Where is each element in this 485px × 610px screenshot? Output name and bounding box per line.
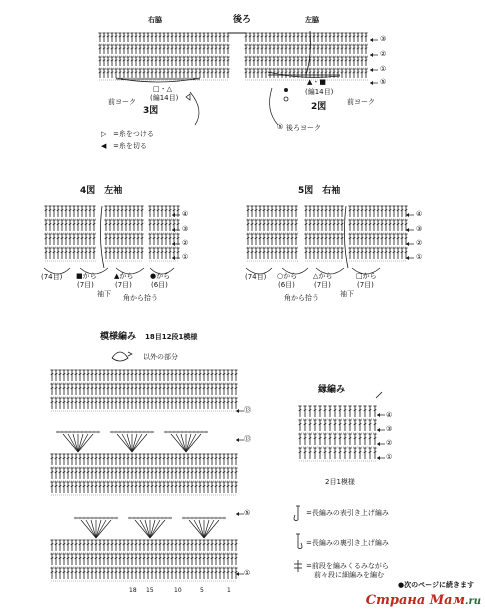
pattern-fan-low-chain	[222, 517, 225, 519]
top-row-arrow-head	[370, 53, 373, 57]
pattern-fan-chain	[184, 431, 187, 433]
pattern-fan-chain	[72, 431, 75, 433]
fig5-count74: (74目)	[245, 273, 267, 281]
pattern-fan-chain	[180, 431, 183, 433]
left-chain	[180, 78, 183, 80]
pattern-row-arrow-head	[236, 512, 239, 516]
fig5-pick: 角から拾う	[284, 294, 319, 302]
fig4-row-1: ①	[182, 253, 189, 261]
pattern-fan-chain	[134, 431, 137, 433]
pattern-fan-chain	[164, 431, 167, 433]
left-ch-marker	[186, 94, 190, 100]
fig5-row-3: ③	[416, 225, 423, 233]
pattern-fan-chain	[96, 431, 99, 433]
pattern-fan-chain	[118, 431, 121, 433]
pattern-fan-chain	[138, 431, 141, 433]
edge-row-arrow-head	[377, 442, 380, 446]
pattern-fan-chain	[60, 431, 63, 433]
left-chain	[164, 78, 167, 80]
key-enclose: =前段を編みくるみながら	[306, 562, 389, 570]
fig4-row-arrow-head	[172, 256, 175, 260]
row-2-label: ②	[380, 50, 387, 58]
pattern-fan-chain	[200, 431, 203, 433]
pattern-row-arrow-head	[236, 438, 239, 442]
back-yoke-num: ⑤	[277, 123, 284, 131]
legend-attach-text: =糸をつける	[113, 130, 154, 138]
fig4-c-mark: ●から	[150, 272, 171, 280]
pattern-fan-low-chain	[136, 517, 139, 519]
pattern-fan-chain	[188, 431, 191, 433]
back-title: 後ろ	[233, 15, 252, 25]
pattern-fan-low	[96, 520, 106, 538]
fig4-pick: 角から拾う	[123, 294, 158, 302]
edge-row-arrow-head	[377, 428, 380, 432]
pattern-repeat: 18目12段1模様	[145, 333, 198, 341]
fig5-row-arrow-head	[406, 213, 409, 217]
key-back-post: =長編みの裏引き上げ編み	[306, 539, 389, 547]
fig5-b-count: (7目)	[314, 281, 331, 289]
pattern-fan-chain	[176, 431, 179, 433]
fig4-c-count: (6目)	[151, 281, 168, 289]
pattern-fan-chain	[114, 431, 117, 433]
pattern-fan-chain	[150, 431, 153, 433]
pattern-fan-low-chain	[214, 517, 217, 519]
left-chain	[184, 78, 187, 80]
pattern-fan-low-chain	[198, 517, 201, 519]
fig2-label: 2図	[311, 102, 327, 112]
pattern-fan-low	[150, 520, 160, 538]
pattern-fan-low-chain	[186, 517, 189, 519]
pattern-fan-low	[140, 520, 150, 538]
right-side-label: 右脇	[148, 16, 162, 24]
fig5-a-mark: ○から	[277, 272, 298, 280]
xtick-18: 18	[129, 587, 137, 594]
top-row-arrow-head	[370, 68, 373, 72]
pattern-fan-low-chain	[94, 517, 97, 519]
fig5-c-mark: □から	[356, 272, 377, 280]
pattern-fan-low-chain	[106, 517, 109, 519]
edge-row-2: ②	[386, 439, 393, 447]
legend-attach-icon: ▷	[101, 130, 107, 138]
right-yoke-label: 前ヨーク	[347, 98, 375, 106]
pattern-fan	[68, 434, 78, 452]
pattern-fan-low-chain	[90, 517, 93, 519]
pattern-fan-low-chain	[148, 517, 151, 519]
other-part-arrow	[128, 352, 132, 356]
pattern-fan-chain	[168, 431, 171, 433]
edge-row-1: ①	[386, 453, 393, 461]
edge-row-3: ③	[386, 425, 393, 433]
left-chain	[160, 78, 163, 80]
pattern-fan-low-chain	[182, 517, 185, 519]
other-part-loop	[112, 352, 128, 361]
pattern-fan-low	[194, 520, 204, 538]
xtick-10: 10	[174, 587, 182, 594]
pattern-fan-chain	[196, 431, 199, 433]
left-chain	[148, 78, 151, 80]
fig5-title: 5図 右袖	[298, 186, 341, 196]
left-chain	[144, 78, 147, 80]
pattern-fan-low-chain	[78, 517, 81, 519]
pattern-fan-low-chain	[160, 517, 163, 519]
fig4-row-2: ②	[182, 239, 189, 247]
fig4-row-arrow-head	[172, 228, 175, 232]
left-drop-line	[190, 92, 199, 125]
edge-start-mark	[376, 392, 382, 398]
pattern-fan-chain	[92, 431, 95, 433]
fig5-a-count: (6目)	[278, 281, 295, 289]
pattern-fan-low-chain	[190, 517, 193, 519]
legend-cut-text: =糸を切る	[113, 142, 147, 150]
pattern-fan	[132, 434, 142, 452]
pattern-fan-low-chain	[102, 517, 105, 519]
pattern-title: 模様編み	[100, 332, 137, 342]
pattern-fan-low-chain	[194, 517, 197, 519]
fig5-b-mark: △から	[313, 272, 333, 280]
pattern-fan-low-chain	[128, 517, 131, 519]
pattern-fan-chain	[172, 431, 175, 433]
bullet-mark	[284, 88, 288, 92]
right-marks: ▲・■	[307, 78, 326, 86]
xtick-1: 1	[227, 587, 231, 594]
pattern-fan-low-chain	[168, 517, 171, 519]
edge-title: 縁編み	[318, 385, 346, 395]
pattern-fan-low-chain	[202, 517, 205, 519]
fig4-b-mark: ▲から	[114, 272, 134, 280]
key-front-post: =長編みの表引き上げ編み	[306, 509, 389, 517]
pattern-fan-chain	[130, 431, 133, 433]
pattern-fan	[176, 434, 186, 452]
left-side-label: 左脇	[305, 16, 319, 24]
pattern-fan-low	[86, 520, 96, 538]
pattern-fan-chain	[126, 431, 129, 433]
edge-row-arrow-head	[377, 413, 380, 417]
fig4-row-arrow-head	[172, 242, 175, 246]
fig5-row-arrow-head	[406, 256, 409, 260]
pattern-fan-low-chain	[86, 517, 89, 519]
back-yoke-label: 後ろヨーク	[286, 124, 321, 132]
pattern-fan-chain	[110, 431, 113, 433]
left-count: (編14目)	[150, 94, 179, 102]
pattern-fan-low	[204, 520, 214, 538]
watermark: Страна Мам.ru	[365, 593, 481, 608]
fig4-a-count: (7目)	[77, 281, 94, 289]
left-yoke-label: 前ヨーク	[108, 98, 136, 106]
pattern-fan-chain	[204, 431, 207, 433]
pattern-fan-low-chain	[140, 517, 143, 519]
left-chain	[168, 78, 171, 80]
fig4-title: 4図 左袖	[80, 186, 123, 196]
fig4-b-count: (7目)	[115, 281, 132, 289]
fig4-row-3: ③	[182, 225, 189, 233]
pattern-fan-low-chain	[152, 517, 155, 519]
fig4-under: 袖下	[97, 290, 111, 298]
pattern-row-13b: ⑬	[244, 435, 251, 443]
fig4-row-arrow-head	[172, 213, 175, 217]
left-chain	[136, 78, 139, 80]
pattern-fan	[78, 434, 88, 452]
fig4-a-mark: ■から	[76, 272, 97, 280]
xtick-5: 5	[200, 587, 204, 594]
left-chain	[140, 78, 143, 80]
top-row-arrow-head	[370, 81, 373, 85]
pattern-fan-chain	[122, 431, 125, 433]
pattern-fan-low-chain	[110, 517, 113, 519]
pattern-fan-low-chain	[164, 517, 167, 519]
left-chain	[172, 78, 175, 80]
fig4-seam	[100, 206, 104, 268]
fig5-row-4: ④	[416, 210, 423, 218]
pattern-fan-chain	[146, 431, 149, 433]
pattern-fan-chain	[192, 431, 195, 433]
fig5-c-count: (7目)	[357, 281, 374, 289]
pattern-fan-chain	[84, 431, 87, 433]
pattern-fan-low-chain	[144, 517, 147, 519]
pattern-fan-low-chain	[74, 517, 77, 519]
row-1-label: ①	[380, 65, 387, 73]
pattern-fan-chain	[88, 431, 91, 433]
left-chain	[128, 78, 131, 80]
continued-note: ●次のページに続きます	[398, 581, 474, 589]
left-chain	[156, 78, 159, 80]
xtick-15: 15	[146, 587, 154, 594]
legend-cut-icon: ◀	[101, 142, 107, 150]
pattern-fan-chain	[76, 431, 79, 433]
pattern-fan-chain	[56, 431, 59, 433]
left-chain	[176, 78, 179, 80]
pattern-fan-low-chain	[132, 517, 135, 519]
left-chain	[152, 78, 155, 80]
pattern-fan-low-chain	[206, 517, 209, 519]
ring-mark	[284, 97, 288, 101]
pattern-fan-low-chain	[82, 517, 85, 519]
pattern-fan-chain	[64, 431, 67, 433]
pattern-row-1: ①	[244, 569, 251, 577]
left-chain	[132, 78, 135, 80]
edge-row-4: ④	[386, 411, 393, 419]
pattern-row-5: ⑤	[244, 509, 251, 517]
pattern-fan-chain	[80, 431, 83, 433]
fig5-row-2: ②	[416, 239, 423, 247]
fig5-under: 袖下	[340, 290, 354, 298]
pattern-other: 以外の部分	[143, 353, 178, 361]
pattern-fan-low-chain	[218, 517, 221, 519]
edge-repeat: 2目1模様	[325, 478, 355, 486]
right-count: (編14目)	[305, 88, 334, 96]
top-row-arrow-head	[370, 38, 373, 42]
pattern-row-13: ⑬	[244, 406, 251, 414]
fig5-row-arrow-head	[406, 228, 409, 232]
pattern-fan-chain	[142, 431, 145, 433]
pattern-fan-low-chain	[98, 517, 101, 519]
row-3-label: ③	[380, 35, 387, 43]
fig4-row-4: ④	[182, 210, 189, 218]
pattern-row-arrow-head	[236, 409, 239, 413]
left-marks: □・△	[153, 85, 172, 93]
back-post-symbol-hook	[298, 543, 302, 548]
fig3-label: 3図	[143, 106, 159, 116]
right-drop-line	[270, 88, 278, 125]
pattern-fan-low-chain	[156, 517, 159, 519]
fig5-seam	[344, 206, 348, 268]
fig5-row-arrow-head	[406, 242, 409, 246]
edge-row-arrow-head	[377, 456, 380, 460]
pattern-fan	[122, 434, 132, 452]
pattern-fan	[186, 434, 196, 452]
pattern-row-arrow-head	[236, 572, 239, 576]
pattern-fan-low-chain	[114, 517, 117, 519]
fig5-row-1: ①	[416, 253, 423, 261]
pattern-fan-low-chain	[210, 517, 213, 519]
key-single: 前々段に細編みを編む	[314, 571, 384, 579]
fig4-count74: (74目)	[41, 273, 63, 281]
front-post-symbol-hook	[294, 515, 298, 520]
row-5-label: ⑤	[380, 78, 387, 86]
pattern-fan-chain	[68, 431, 71, 433]
